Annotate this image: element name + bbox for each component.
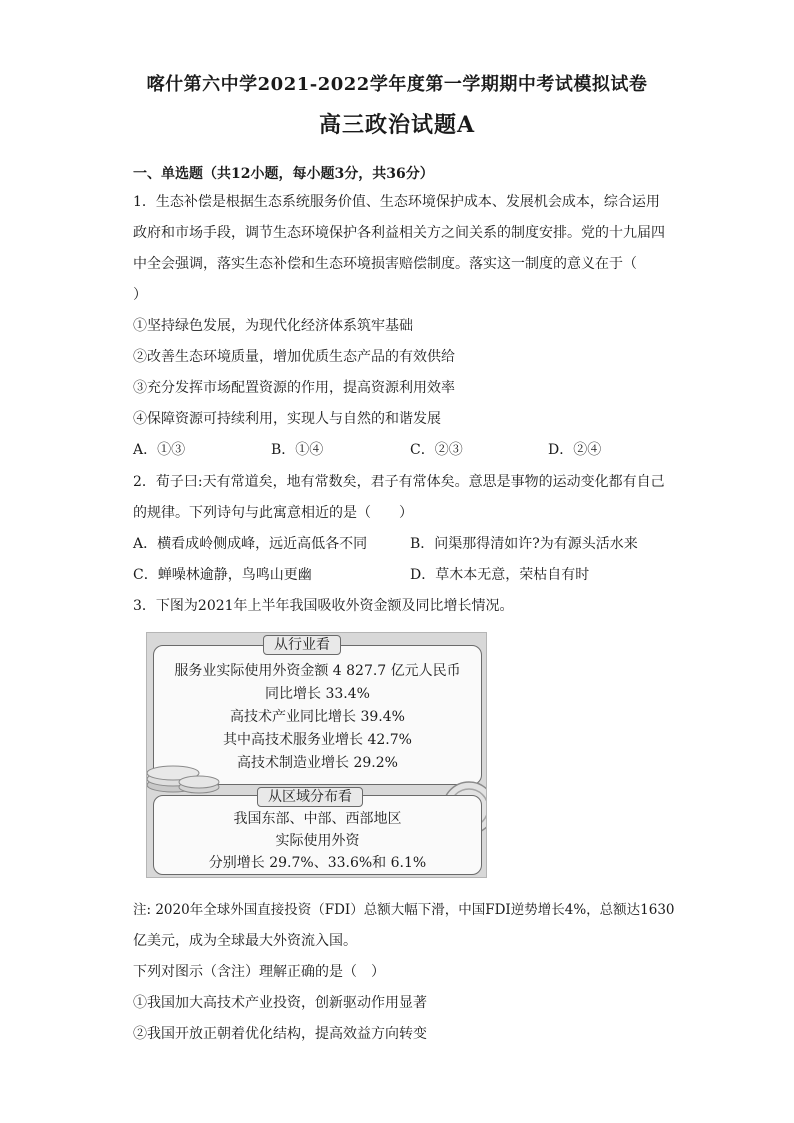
region-panel-tag: 从区域分布看 bbox=[257, 787, 363, 807]
q3-note-line: 亿美元，成为全球最大外资流入国。 bbox=[133, 933, 357, 949]
q3-intro: 3．下图为2021年上半年我国吸收外资金额及同比增长情况。 bbox=[133, 598, 514, 614]
q3-note-line: 注: 2020年全球外国直接投资（FDI）总额大幅下滑，中国FDI逆势增长4%，总额达1630 bbox=[133, 902, 675, 918]
exam-title: 喀什第六中学2021-2022学年度第一学期期中考试模拟试卷 bbox=[146, 74, 648, 95]
q1-item: ①坚持绿色发展，为现代化经济体系筑牢基础 bbox=[133, 318, 413, 334]
q1-option-d: D．②④ bbox=[548, 442, 602, 458]
industry-line: 高技术产业同比增长 39.4% bbox=[230, 709, 405, 725]
industry-line: 服务业实际使用外资金额 4 827.7 亿元人民币 bbox=[174, 663, 461, 679]
q3-item: ①我国加大高技术产业投资，创新驱动作用显著 bbox=[133, 995, 427, 1011]
fdi-infographic bbox=[146, 632, 487, 878]
q1-stem-line: ） bbox=[133, 287, 147, 303]
q2-stem-line: 2．荀子曰:天有常道矣，地有常数矣，君子有常体矣。意思是事物的运动变化都有自己 bbox=[133, 474, 665, 490]
q2-stem-line: 的规律。下列诗句与此寓意相近的是（ ） bbox=[133, 505, 413, 521]
industry-line: 同比增长 33.4% bbox=[265, 686, 370, 702]
region-line: 我国东部、中部、西部地区 bbox=[233, 811, 402, 827]
industry-panel-tag: 从行业看 bbox=[263, 635, 341, 655]
q1-stem-line: 1．生态补偿是根据生态系统服务价值、生态环境保护成本、发展机会成本，综合运用 bbox=[133, 194, 660, 210]
q2-option-b: B．问渠那得清如许?为有源头活水来 bbox=[410, 536, 638, 552]
q1-item: ②改善生态环境质量，增加优质生态产品的有效供给 bbox=[133, 349, 455, 365]
q3-question: 下列对图示（含注）理解正确的是（ ） bbox=[133, 964, 385, 980]
region-line: 分别增长 29.7%、33.6%和 6.1% bbox=[208, 855, 427, 871]
q2-option-c: C．蝉噪林逾静，鸟鸣山更幽 bbox=[133, 567, 312, 583]
exam-subtitle: 高三政治试题A bbox=[318, 112, 476, 138]
q2-option-d: D．草木本无意，荣枯自有时 bbox=[410, 567, 590, 583]
industry-line: 高技术制造业增长 29.2% bbox=[237, 755, 398, 771]
section-heading: 一、单选题（共12小题，每小题3分，共36分） bbox=[133, 166, 434, 182]
industry-line: 其中高技术服务业增长 42.7% bbox=[223, 732, 412, 748]
region-line: 实际使用外资 bbox=[275, 833, 360, 849]
q1-item: ④保障资源可持续利用，实现人与自然的和谐发展 bbox=[133, 411, 441, 427]
q3-item: ②我国开放正朝着优化结构，提高效益方向转变 bbox=[133, 1026, 427, 1042]
q1-item: ③充分发挥市场配置资源的作用，提高资源利用效率 bbox=[133, 380, 455, 396]
q1-option-a: A．①③ bbox=[133, 442, 186, 458]
q1-option-c: C．②③ bbox=[410, 442, 463, 458]
q1-option-b: B．①④ bbox=[271, 442, 324, 458]
q2-option-a: A．横看成岭侧成峰，远近高低各不同 bbox=[133, 536, 368, 552]
q1-stem-line: 中全会强调，落实生态补偿和生态环境损害赔偿制度。落实这一制度的意义在于（ bbox=[133, 256, 637, 272]
q1-stem-line: 政府和市场手段，调节生态环境保护各利益相关方之间关系的制度安排。党的十九届四 bbox=[133, 225, 665, 241]
coin-stack-icon bbox=[146, 745, 223, 795]
